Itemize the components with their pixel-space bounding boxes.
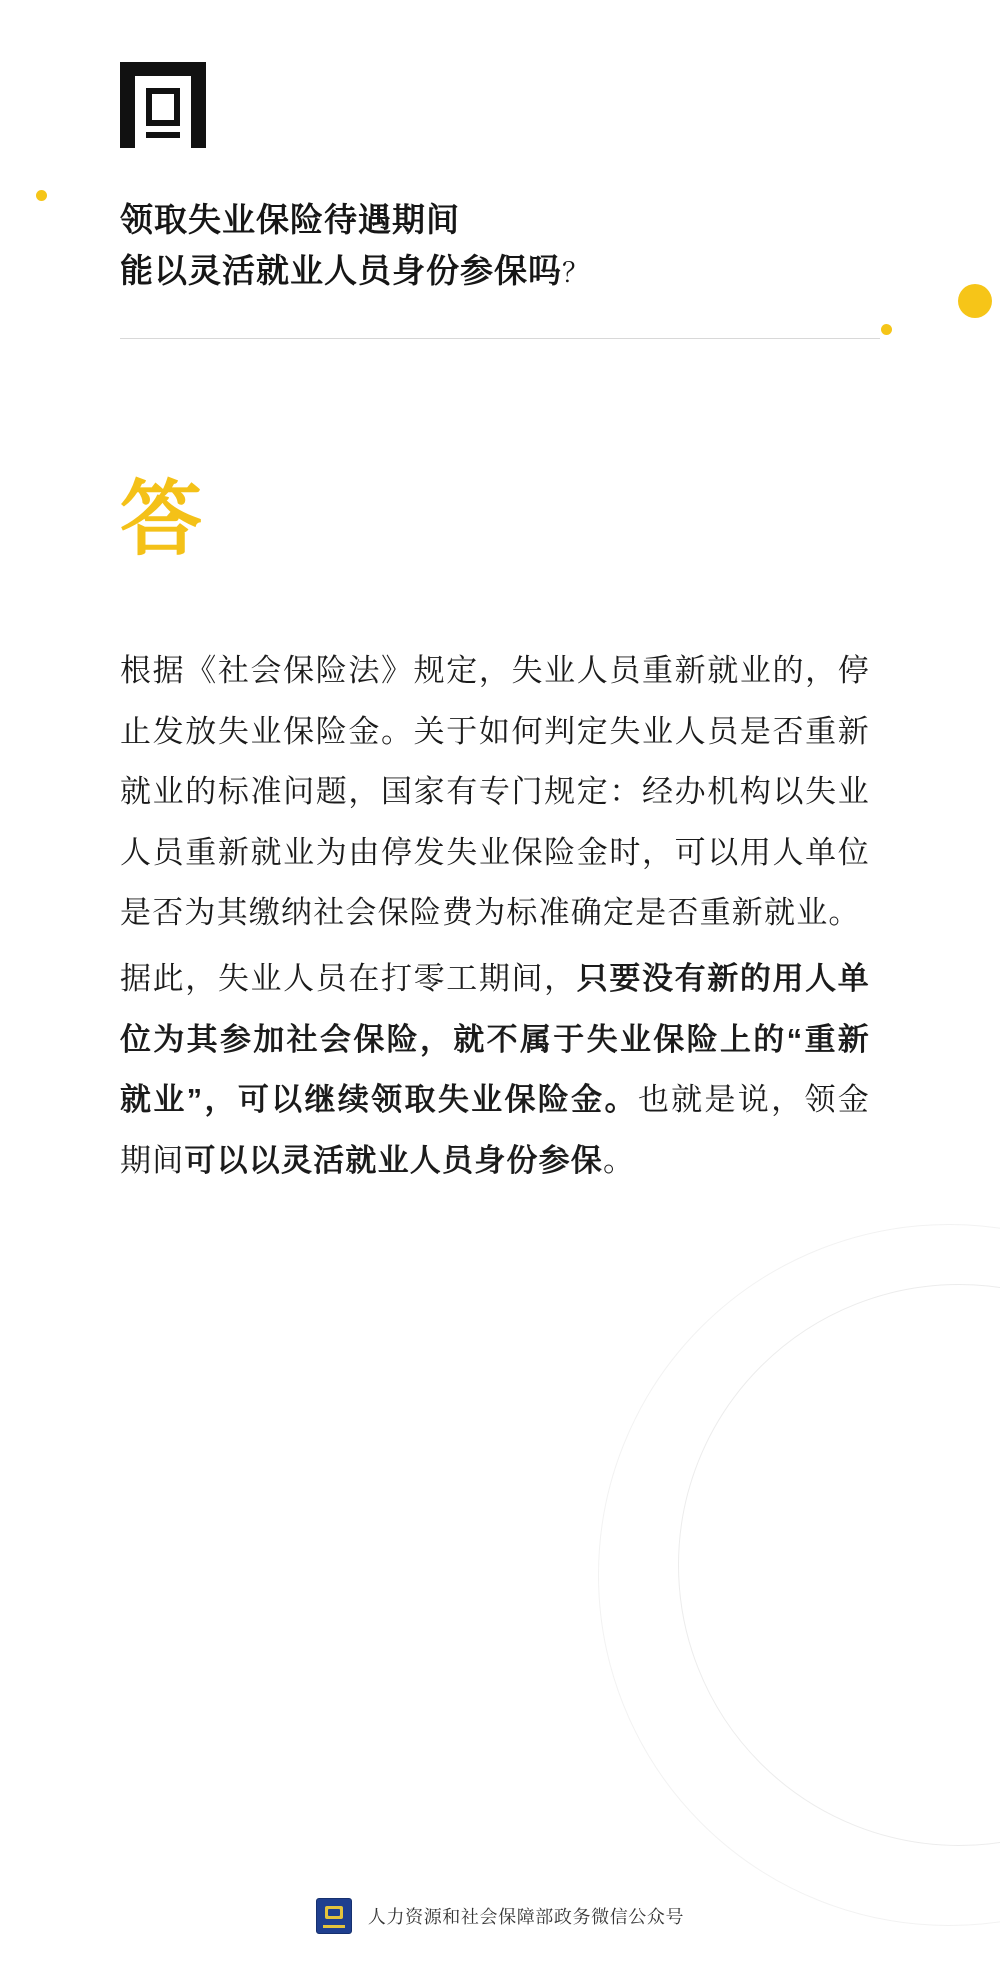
national-emblem-icon [316, 1898, 352, 1934]
answer-character-label: 答 [120, 472, 205, 568]
answer-p2-emphasis-2: 可以以灵活就业人员身份参保 [184, 1142, 604, 1178]
answer-body [120, 641, 880, 1191]
footer [0, 1898, 1000, 1934]
question-title [120, 194, 880, 296]
ask-icon-left-bar [120, 62, 135, 148]
question-mark: ？ [562, 258, 590, 289]
question-line-2 [120, 245, 880, 296]
emblem-seal-shape [325, 1906, 343, 1919]
decorative-ring-inner [598, 1224, 1000, 1926]
section-divider [120, 338, 880, 339]
decorative-ring-outer [678, 1284, 1000, 1846]
answer-paragraph-1: 根据《社会保险法》规定，失业人员重新就业的，停止发放失业保险金。关于如何判定失业人员是否重新就业的标准问题，国家有专门规定：经办机构以失业人员重新就业为由停发失业保险金时，可以用人单位是否为其缴纳社会保险费为标准确定是否重新就业。 [120, 653, 870, 931]
answer-p2-intro: 据此，失业人员在打零工期间， [120, 961, 577, 997]
ask-character-icon [120, 62, 206, 148]
answer-p2-middle: 也就是说，领金期间 [120, 1082, 871, 1178]
question-line-2-text: 能以灵活就业人员身份参保吗 [120, 252, 562, 290]
answer-p2-end: 。 [603, 1142, 636, 1178]
poster-content [0, 62, 1000, 1191]
answer-p2-emphasis-1: 只要没有新的用人单位为其参加社会保险，就不属于失业保险上的“重新就业”，可以继续领取失业保险金。 [120, 961, 870, 1118]
question-line-1: 领取失业保险待遇期间 [120, 201, 460, 238]
ask-icon-right-bar [191, 62, 206, 148]
footer-account-name: 人力资源和社会保障部政务微信公众号 [367, 1907, 685, 1927]
ask-icon-inner-box [146, 88, 180, 126]
emblem-base-shape [323, 1925, 345, 1928]
ask-icon-inner-bar [146, 132, 180, 138]
answer-paragraph-2 [120, 949, 870, 1191]
